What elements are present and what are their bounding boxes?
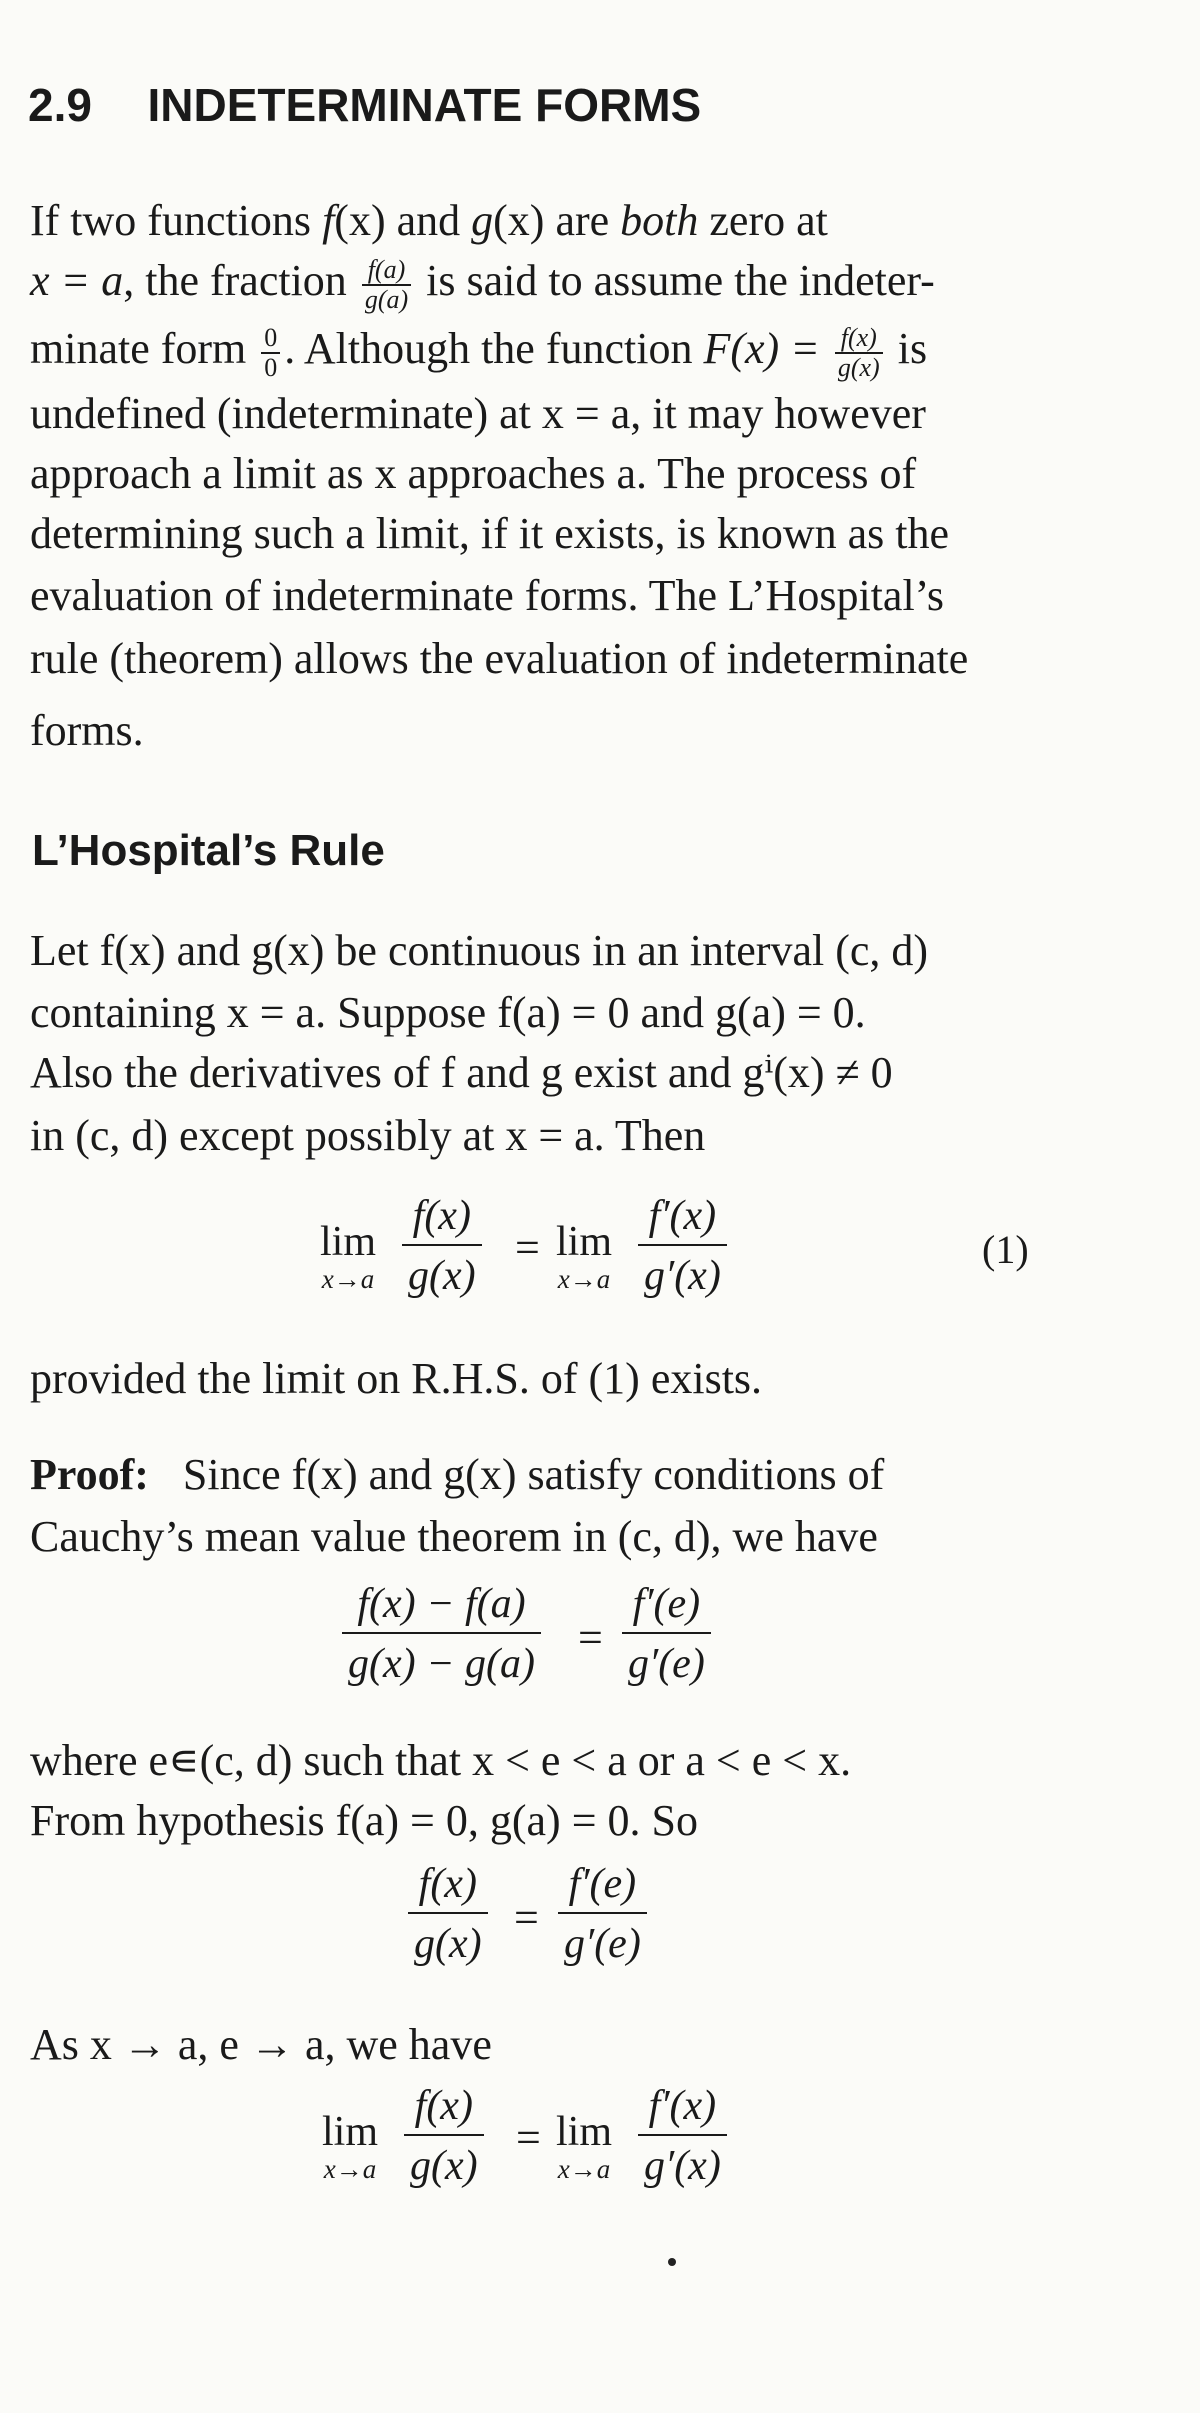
eq1-right-fraction: $\frac{f'(x)}{g'(x)}$ [638,1192,727,1300]
inline-fraction-fx-gx: $\frac{f(x)}{g(x)}$ [835,324,883,382]
eq1-left-fraction: $\frac{f(x)}{g(x)}$ [402,1192,482,1300]
section-number: 2.9 [28,79,92,131]
eq2-left-fraction: $\frac{f(x) - f(a)}{g(x) - g(a)}$ [342,1580,541,1688]
section-title: INDETERMINATE FORMS [147,79,702,131]
intro-line-5: approach a limit as x approaches a. The process of [30,449,917,498]
intro-line-3: minate form $\frac{0}{0}$ . Although the function F(x) = $\frac{f(x)}{g(x)}$ is [30,322,928,382]
eq1-limit-right: lim x→a [556,1219,613,1294]
intro-line-7: evaluation of indeterminate forms. The L’Hospital’s [30,571,945,620]
eq4-limit: lim x→a [322,2109,379,2184]
intro-line-8: rule (theorem) allows the evaluation of indeterminate [30,634,969,683]
rule-line-3: Also the derivatives of f and g exist and gⁱ(x) ≠ 0 [30,1048,893,1097]
rule-heading: L’Hospital’s Rule [32,826,385,875]
proof-line-1: Proof: Since f(x) and g(x) satisfy conditions of [30,1450,885,1499]
section-heading [28,78,701,132]
proof-label: Proof: [30,1450,149,1499]
intro-line-6: determining such a limit, if it exists, is known as the [30,509,949,558]
rule-line-4: in (c, d) except possibly at x = a. Then [30,1111,706,1160]
intro-line-9: forms. [30,706,144,755]
eq4-left-fraction: $\frac{f(x)}{g(x)}$ [404,2082,484,2190]
eq4-equals: = [516,2113,541,2162]
rule-line-2: containing x = a. Suppose f(a) = 0 and g(a) = 0. [30,988,866,1037]
proof-line-5: As x → a, e → a, we have [30,2020,492,2069]
proof-line-4: From hypothesis f(a) = 0, g(a) = 0. So [30,1796,698,1845]
eq3-equals: = [514,1893,539,1942]
intro-line-1: If two functions f(x) and g(x) are both zero at [30,196,828,245]
rule-after-equation: provided the limit on R.H.S. of (1) exists. [30,1354,763,1403]
eq3-left-fraction: $\frac{f(x)}{g(x)}$ [408,1860,488,1968]
eq4-limit-right: lim x→a [556,2109,613,2184]
eq2-right-fraction: $\frac{f'(e)}{g'(e)}$ [622,1580,711,1688]
rule-line-1: Let f(x) and g(x) be continuous in an interval (c, d) [30,926,929,975]
proof-line-3: where e∊(c, d) such that x < e < a or a < e < x. [30,1736,852,1785]
eq3-right-fraction: $\frac{f'(e)}{g'(e)}$ [558,1860,647,1968]
eq1-limit: lim x→a [320,1219,377,1294]
eq1-equals: = [515,1223,540,1272]
stray-dot [668,2258,676,2266]
intro-line-2: x = a, the fraction $\frac{f(a)}{g(a)}$ is said to assume the indeter- [30,254,935,314]
equation-number-1: (1) [982,1227,1029,1272]
eq4-right-fraction: $\frac{f'(x)}{g'(x)}$ [638,2082,727,2190]
eq2-equals: = [578,1613,603,1662]
inline-fraction-zero-zero: $\frac{0}{0}$ [261,324,280,382]
proof-line-2: Cauchy’s mean value theorem in (c, d), we have [30,1512,878,1561]
inline-fraction-fa-ga: $\frac{f(a)}{g(a)}$ [362,256,411,314]
intro-line-4: undefined (indeterminate) at x = a, it may however [30,389,926,438]
